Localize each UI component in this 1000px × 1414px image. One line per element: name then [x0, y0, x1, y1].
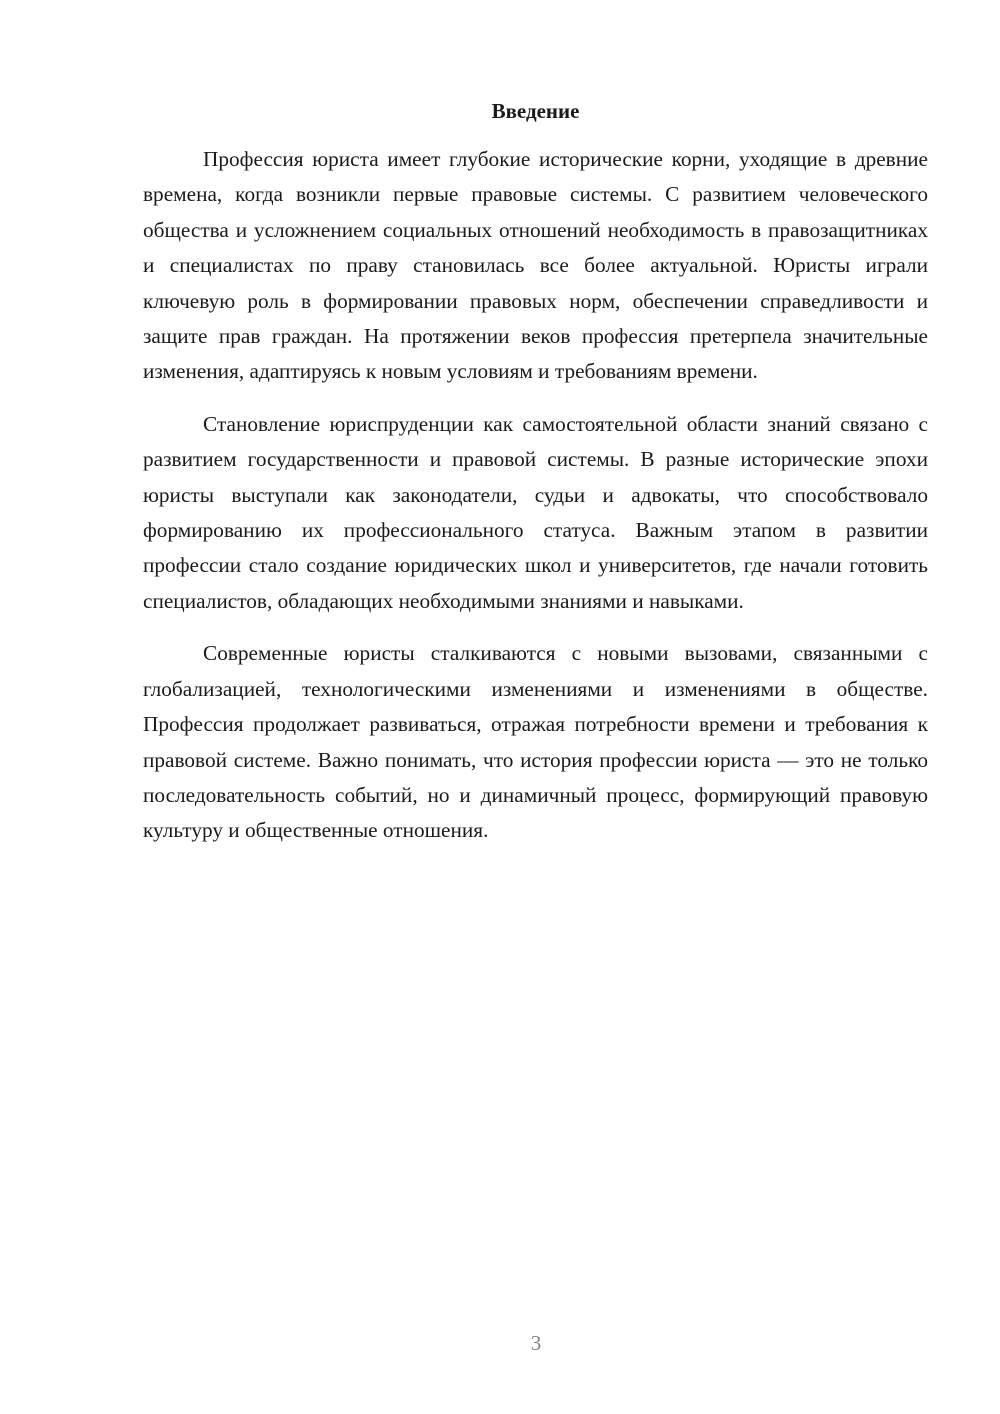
- page-content: [143, 96, 928, 866]
- page-number: 3: [530, 1331, 542, 1355]
- paragraph-2: Становление юриспруденции как самостоятельной области знаний связано с развитием государственности и правовой системы. В разные исторические эпохи юристы выступали как законодатели, судьи и адвокаты, что способствовало формированию их профессионального статуса. Важным этапом в развитии профессии стало создание юридических школ и университетов, где начали готовить специалистов, обладающих необходимыми знаниями и навыками.: [143, 411, 928, 613]
- section-heading: Введение: [491, 99, 580, 123]
- paragraph-3: Современные юристы сталкиваются с новыми вызовами, связанными с глобализацией, технологическими изменениями и изменениями в обществе. Профессия продолжает развиваться, отражая потребности времени и требования к правовой системе. Важно понимать, что история профессии юриста — это не только последовательность событий, но и динамичный процесс, формирующий правовую культуру и общественные отношения.: [143, 641, 928, 843]
- paragraph-1: Профессия юриста имеет глубокие исторические корни, уходящие в древние времена, когда возникли первые правовые системы. С развитием человеческого общества и усложнением социальных отношений необходимость в правозащитниках и специалистах по праву становилась все более актуальной. Юристы играли ключевую роль в формировании правовых норм, обеспечении справедливости и защите прав граждан. На протяжении веков профессия претерпела значительные изменения, адаптируясь к новым условиям и требованиям времени.: [143, 147, 928, 384]
